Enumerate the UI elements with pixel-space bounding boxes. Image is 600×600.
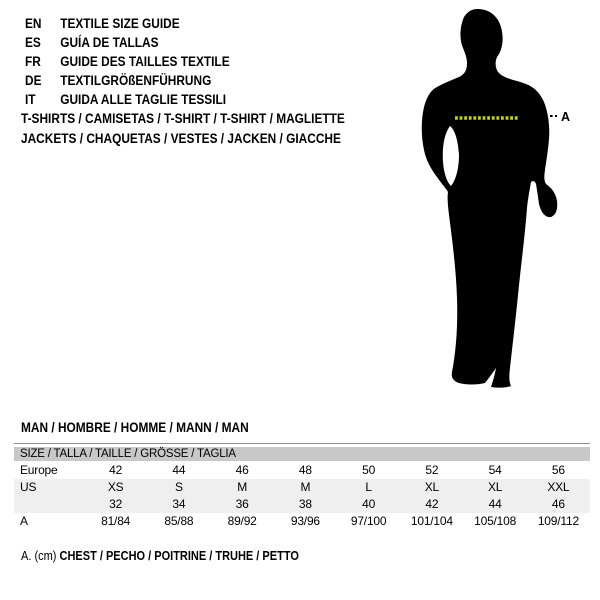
size-value: 42 [425, 497, 439, 511]
size-value: M [237, 480, 248, 494]
row-label [14, 496, 84, 513]
size-value: 97/100 [350, 514, 387, 528]
size-value: XL [424, 480, 440, 494]
size-value: 81/84 [101, 514, 131, 528]
size-value: 89/92 [227, 514, 257, 528]
language-title: GUIDE DES TAILLES TEXTILE [60, 54, 230, 69]
size-value: 85/88 [164, 514, 194, 528]
size-value: 34 [172, 497, 186, 511]
footnote-text: CHEST / PECHO / POITRINE / TRUHE / PETTO [59, 549, 299, 563]
size-value: 40 [362, 497, 376, 511]
language-code: DE [25, 73, 42, 88]
size-value: 46 [235, 463, 249, 477]
size-value: M [300, 480, 311, 494]
section-title-man: MAN / HOMBRE / HOMME / MANN / MAN [21, 420, 249, 435]
size-value: 56 [551, 463, 565, 477]
row-label: Europe [20, 463, 58, 477]
category-jackets: JACKETS / CHAQUETAS / VESTES / JACKEN / GIACCHE [21, 130, 341, 146]
size-value: XXL [547, 480, 570, 494]
size-value: L [365, 480, 372, 494]
language-code: ES [25, 35, 41, 50]
size-value: 42 [109, 463, 123, 477]
size-value: XS [107, 480, 124, 494]
size-value: 36 [235, 497, 249, 511]
size-value: 105/108 [474, 514, 517, 528]
category-tshirts: T-SHIRTS / CAMISETAS / T-SHIRT / T-SHIRT / MAGLIETTE [21, 111, 345, 126]
footnote-prefix: A. (cm) [21, 549, 57, 563]
table-row-chest-a [14, 513, 590, 530]
size-value: 50 [362, 463, 376, 477]
size-value: 54 [488, 463, 502, 477]
language-title: GUIDA ALLE TAGLIE TESSILI [60, 92, 227, 107]
language-code: EN [25, 16, 42, 31]
size-value: 93/96 [290, 514, 320, 528]
size-table [14, 443, 590, 530]
size-value: 38 [298, 497, 312, 511]
row-label: A [20, 514, 28, 528]
size-value: 44 [488, 497, 502, 511]
man-silhouette [422, 9, 558, 388]
size-value: 48 [298, 463, 312, 477]
size-value: XL [487, 480, 503, 494]
size-value: 46 [551, 497, 565, 511]
table-row-alt [14, 496, 590, 513]
language-title: TEXTILE SIZE GUIDE [60, 16, 180, 31]
measure-label-a: A [561, 110, 571, 124]
size-value: S [174, 480, 183, 494]
size-value: 109/112 [537, 514, 579, 528]
size-value: 52 [425, 463, 439, 477]
row-label: US [20, 480, 37, 494]
table-row-europe [14, 462, 590, 479]
language-code: IT [25, 92, 36, 107]
size-value: 44 [172, 463, 186, 477]
table-row-us [14, 479, 590, 496]
measurement-footnote [21, 549, 299, 563]
language-code: FR [25, 54, 41, 69]
size-value: 32 [109, 497, 123, 511]
language-title: GUÍA DE TALLAS [60, 35, 159, 50]
size-table-header: SIZE / TALLA / TAILLE / GRÖSSE / TAGLIA [14, 447, 590, 461]
size-value: 101/104 [410, 514, 453, 528]
language-title: TEXTILGRÖßENFÜHRUNG [60, 73, 212, 88]
